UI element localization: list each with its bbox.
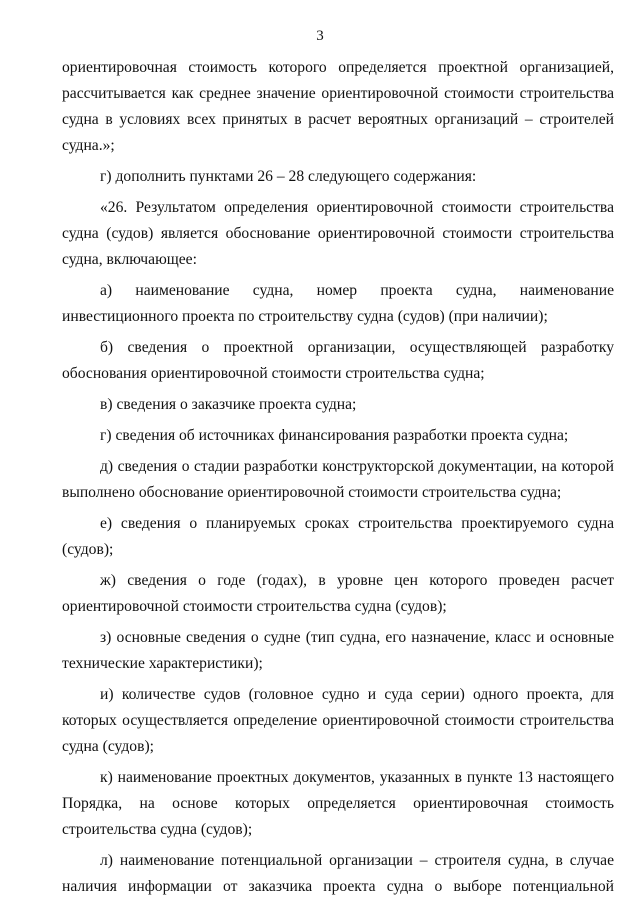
list-item-z: з) основные сведения о судне (тип судна, его назначение, класс и основные технические характеристики); [62,629,614,672]
paragraph-item-26: «26. Результатом определения ориентировочной стоимости строительства судна (судов) является обоснование ориентировочной стоимости строительства судна, включающее: [62,199,614,268]
list-item-a: а) наименование судна, номер проекта судна, наименование инвестиционного проекта по строительству судна (судов) (при наличии); [62,282,614,325]
paragraph-amendment-g: г) дополнить пунктами 26 – 28 следующего содержания: [100,168,477,185]
list-item-e: е) сведения о планируемых сроках строительства проектируемого судна (судов); [62,515,614,558]
page-number: 3 [316,28,324,44]
list-item-l: л) наименование потенциальной организации – строителя судна, в случае наличия информации от заказчика проекта судна о выборе потенциальной [62,852,614,895]
list-item-v: в) сведения о заказчике проекта судна; [100,396,357,413]
paragraph-continuation: ориентировочная стоимость которого определяется проектной организацией, рассчитывается как среднее значение ориентировочной стоимости строительства судна в условиях всех принятых в расчет вероятных организаций – строителей судна.»; [62,59,614,154]
document-body [62,55,614,905]
list-item-k: к) наименование проектных документов, указанных в пункте 13 настоящего Порядка, на основе которых определяется ориентировочная стоимость строительства судна (судов); [62,769,614,838]
list-item-d: д) сведения о стадии разработки конструкторской документации, на которой выполнено обоснование ориентировочной стоимости строительства судна; [62,458,614,501]
list-item-b: б) сведения о проектной организации, осуществляющей разработку обоснования ориентировочной стоимости строительства судна; [62,339,614,382]
list-item-i: и) количестве судов (головное судно и суда серии) одного проекта, для которых осуществляется определение ориентировочной стоимости строительства судна (судов); [62,686,614,755]
list-item-zh: ж) сведения о годе (годах), в уровне цен которого проведен расчет ориентировочной стоимости строительства судна (судов); [62,572,614,615]
list-item-g: г) сведения об источниках финансирования разработки проекта судна; [100,427,569,444]
